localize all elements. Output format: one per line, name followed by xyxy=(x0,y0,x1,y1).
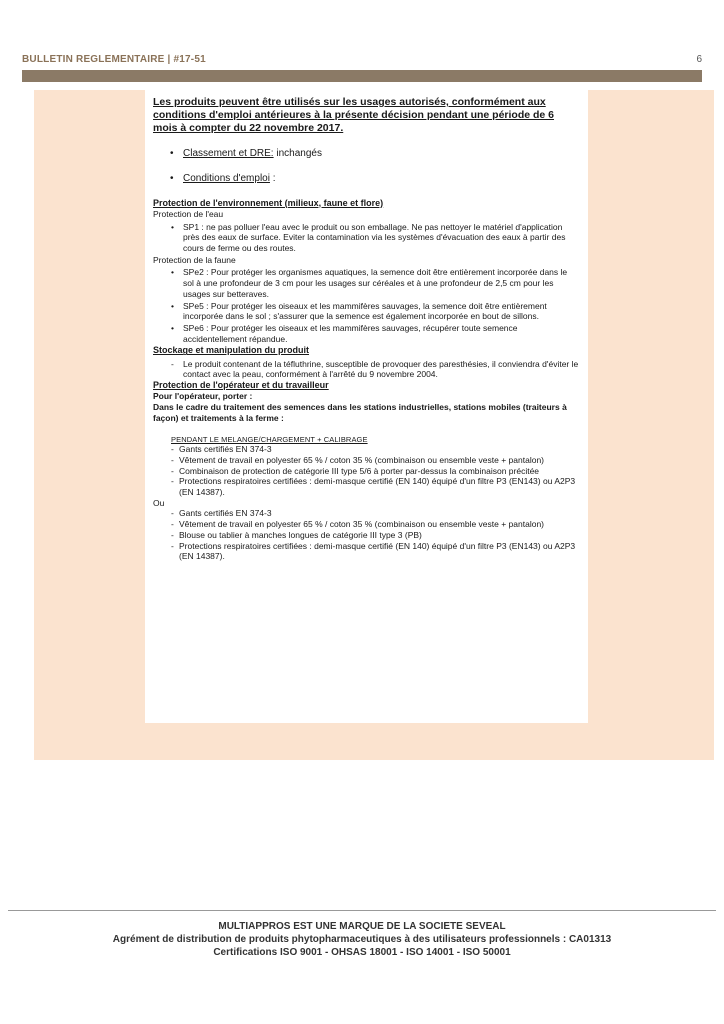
summary-item-classement xyxy=(183,148,580,161)
fauna-list xyxy=(153,267,580,344)
or-label: Ou xyxy=(153,497,165,508)
ppe-group-1-title: PENDANT LE MELANGE/CHARGEMENT + CALIBRAGE xyxy=(171,434,368,444)
ppe-item: - Vêtement de travail en polyester 65 % / coton 35 % (combinaison ou ensemble veste + pantalon) xyxy=(179,455,580,466)
bulletin-title: BULLETIN REGLEMENTAIRE | #17-51 xyxy=(22,54,206,65)
fauna-item: • SPe2 : Pour protéger les organismes aquatiques, la semence doit être entièrement incorporée dans le sol à une profondeur de 3 cm pour les usages sur céréales et à une profondeur de 2,5 cm pour les usages sur betteraves. xyxy=(183,267,580,299)
operator-section-title: Protection de l'opérateur et du travailleur xyxy=(153,380,329,391)
water-title: Protection de l'eau xyxy=(153,208,224,219)
fauna-title: Protection de la faune xyxy=(153,254,236,265)
operator-intro-line1: Pour l'opérateur, porter : xyxy=(153,391,253,402)
footer-line-2: Agrément de distribution de produits phytopharmaceutiques à des utilisateurs professionnels : CA01313 xyxy=(112,934,612,945)
ppe-item: - Gants certifiés EN 374-3 xyxy=(179,508,580,519)
ppe-item: - Protections respiratoires certifiées : demi-masque certifié (EN 140) équipé d'un filtre P3 (EN143) ou A2P3 (EN 14387). xyxy=(179,541,580,562)
ppe-item: - Combinaison de protection de catégorie III type 5/6 à porter par-dessus la combinaison précitée xyxy=(179,466,580,477)
ppe-group-2-list xyxy=(171,508,580,562)
water-item: • SP1 : ne pas polluer l'eau avec le produit ou son emballage. Ne pas nettoyer le matériel d'application près des eaux de surface. Eviter la contamination via les systèmes d'évacuation des eaux à partir des cours de ferme ou des routes. xyxy=(183,222,580,254)
header-bar xyxy=(22,70,702,82)
ppe-group-2 xyxy=(171,508,580,562)
page-number: 6 xyxy=(696,54,702,65)
ppe-group-1-list xyxy=(171,444,580,498)
summary-list xyxy=(153,148,580,185)
ppe-item: - Gants certifiés EN 374-3 xyxy=(179,444,580,455)
footer-divider xyxy=(8,910,716,911)
footer-line-1: MULTIAPPROS EST UNE MARQUE DE LA SOCIETE SEVEAL xyxy=(218,921,506,932)
summary-item-conditions xyxy=(183,173,580,186)
conditions-label: Conditions d'emploi xyxy=(183,172,270,184)
classement-label: Classement et DRE: xyxy=(183,148,274,160)
scanned-document xyxy=(145,90,588,723)
page-header xyxy=(22,54,702,68)
ppe-item: - Blouse ou tablier à manches longues de catégorie III type 3 (PB) xyxy=(179,530,580,541)
storage-section-title: Stockage et manipulation du produit xyxy=(153,345,310,356)
classement-value: inchangés xyxy=(273,148,322,160)
operator-intro-line2: Dans le cadre du traitement des semences dans les stations industrielles, stations mobiles (traiteurs à façon) et traitements à la ferme : xyxy=(153,402,567,423)
conditions-suffix: : xyxy=(269,172,276,184)
ppe-item: - Protections respiratoires certifiées : demi-masque certifié (EN 140) équipé d'un filtre P3 (EN143) ou A2P3 (EN 14387). xyxy=(179,476,580,497)
intro-paragraph: Les produits peuvent être utilisés sur les usages autorisés, conformément aux conditions d'emploi antérieures à la présente décision pendant une période de 6 mois à compter du 22 novembre 2017. xyxy=(153,96,555,134)
footer-line-3: Certifications ISO 9001 - OHSAS 18001 - ISO 14001 - ISO 50001 xyxy=(213,947,511,958)
ppe-item: - Vêtement de travail en polyester 65 % / coton 35 % (combinaison ou ensemble veste + pantalon) xyxy=(179,519,580,530)
ppe-group-1 xyxy=(171,434,580,498)
fauna-item: • SPe5 : Pour protéger les oiseaux et les mammifères sauvages, la semence doit être entièrement incorporée dans le sol ; s'assurer que la semence est également incorporée en bout de sillons. xyxy=(183,301,580,322)
storage-item: - Le produit contenant de la téfluthrine, susceptible de provoquer des paresthésies, il conviendra d'éviter le contact avec la peau, conformément à l'arrêté du 9 novembre 2004. xyxy=(183,359,580,380)
storage-list xyxy=(153,359,580,380)
fauna-item: • SPe6 : Pour protéger les oiseaux et les mammifères sauvages, récupérer toute semence accidentellement répandue. xyxy=(183,323,580,344)
page-footer xyxy=(0,920,724,959)
water-list xyxy=(153,222,580,254)
env-section-title: Protection de l'environnement (milieux, faune et flore) xyxy=(153,197,384,208)
operator-intro xyxy=(153,391,580,423)
